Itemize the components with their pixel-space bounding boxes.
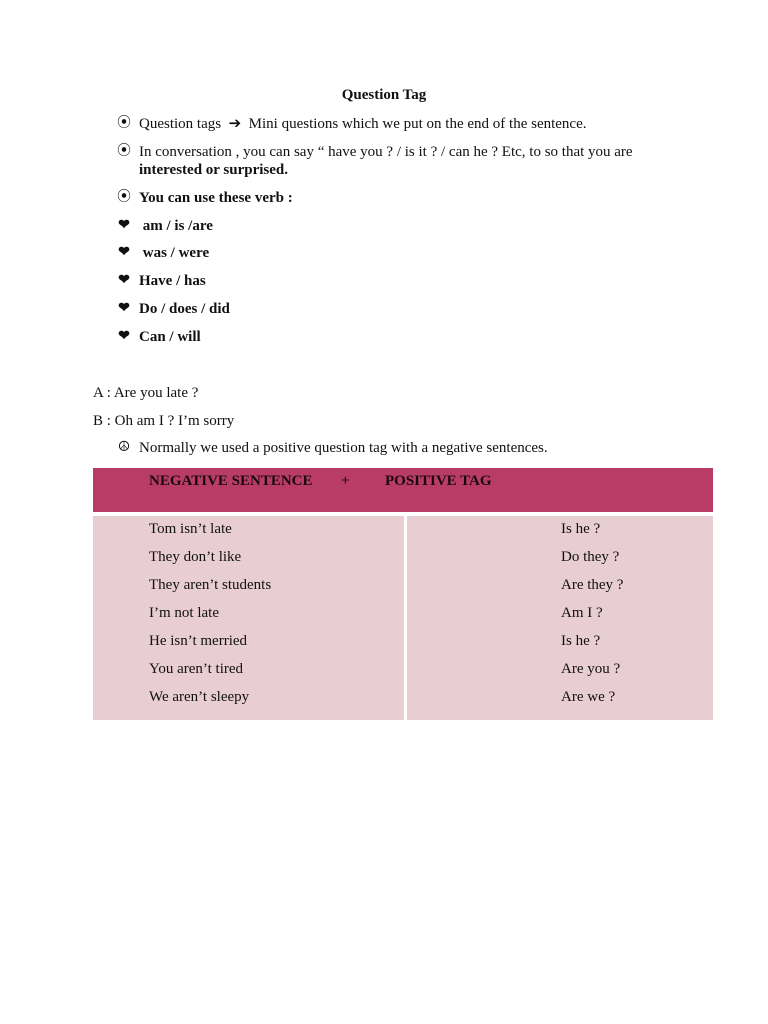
verb-item (116, 272, 676, 290)
verb-item (116, 244, 676, 262)
page-title: Question Tag (341, 87, 427, 103)
table-cell-tag: Do they ? (561, 549, 620, 565)
table-cell-tag: Are you ? (561, 661, 621, 677)
verb-text: Do / does / did (139, 301, 230, 317)
verb-text: am / is /are (139, 218, 213, 234)
heart-icon: ❤ (118, 301, 130, 316)
table-cell-negative: They aren’t students (149, 577, 272, 593)
circled-dot-icon: ⦿ (117, 144, 131, 159)
positive-tag-column (407, 516, 713, 720)
bullet-text-definition: Mini questions which we put on the end of the sentence. (248, 116, 587, 132)
verb-item (116, 217, 676, 235)
heart-icon: ❤ (118, 273, 130, 288)
bullet-text: Question tags (139, 116, 222, 132)
verb-text: was / were (139, 245, 210, 261)
table-cell-negative: You aren’t tired (149, 661, 244, 677)
dialogue-line-b: B : Oh am I ? I’m sorry (93, 413, 235, 429)
table-cell-tag: Are they ? (561, 577, 624, 593)
bullet-question-tags (116, 115, 676, 133)
heart-icon: ❤ (118, 329, 130, 344)
bullet-text: You can use these verb : (139, 190, 293, 206)
peace-icon: ☮ (117, 440, 131, 455)
header-positive-tag: POSITIVE TAG (385, 473, 492, 489)
table-cell-negative: They don’t like (149, 549, 242, 565)
table-cell-negative: Tom isn’t late (149, 521, 232, 537)
negative-sentence-column (93, 516, 404, 720)
bullet-text: In conversation , you can say “ have you ? / is it ? / can he ? Etc, to so that you are (139, 144, 633, 160)
bullet-conversation (116, 143, 676, 179)
verb-text: Have / has (139, 273, 206, 289)
verb-text: Can / will (139, 329, 201, 345)
heart-icon: ❤ (118, 218, 130, 233)
header-plus: + (341, 473, 350, 489)
circled-dot-icon: ⦿ (117, 116, 131, 131)
note-text: Normally we used a positive question tag with a negative sentences. (139, 440, 548, 456)
verb-item (116, 300, 676, 318)
table-cell-tag: Am I ? (561, 605, 603, 621)
table-cell-negative: He isn’t merried (149, 633, 248, 649)
verb-item (116, 328, 676, 346)
arrow-right-icon: ➔ (228, 116, 242, 132)
table-header (93, 468, 713, 512)
dialogue-line-a: A : Are you late ? (93, 385, 199, 401)
note-positive-tag (116, 439, 676, 457)
table-cell-tag: Is he ? (561, 633, 601, 649)
table-cell-tag: Is he ? (561, 521, 601, 537)
heart-icon: ❤ (118, 245, 130, 260)
table-cell-tag: Are we ? (561, 689, 616, 705)
bullet-verbs-intro (116, 189, 676, 207)
question-tag-table (93, 468, 713, 720)
table-cell-negative: I’m not late (149, 605, 219, 621)
table-cell-negative: We aren’t sleepy (149, 689, 250, 705)
bullet-text-bold: interested or surprised. (139, 162, 289, 178)
header-negative-sentence: NEGATIVE SENTENCE (149, 473, 313, 489)
circled-dot-icon: ⦿ (117, 190, 131, 205)
